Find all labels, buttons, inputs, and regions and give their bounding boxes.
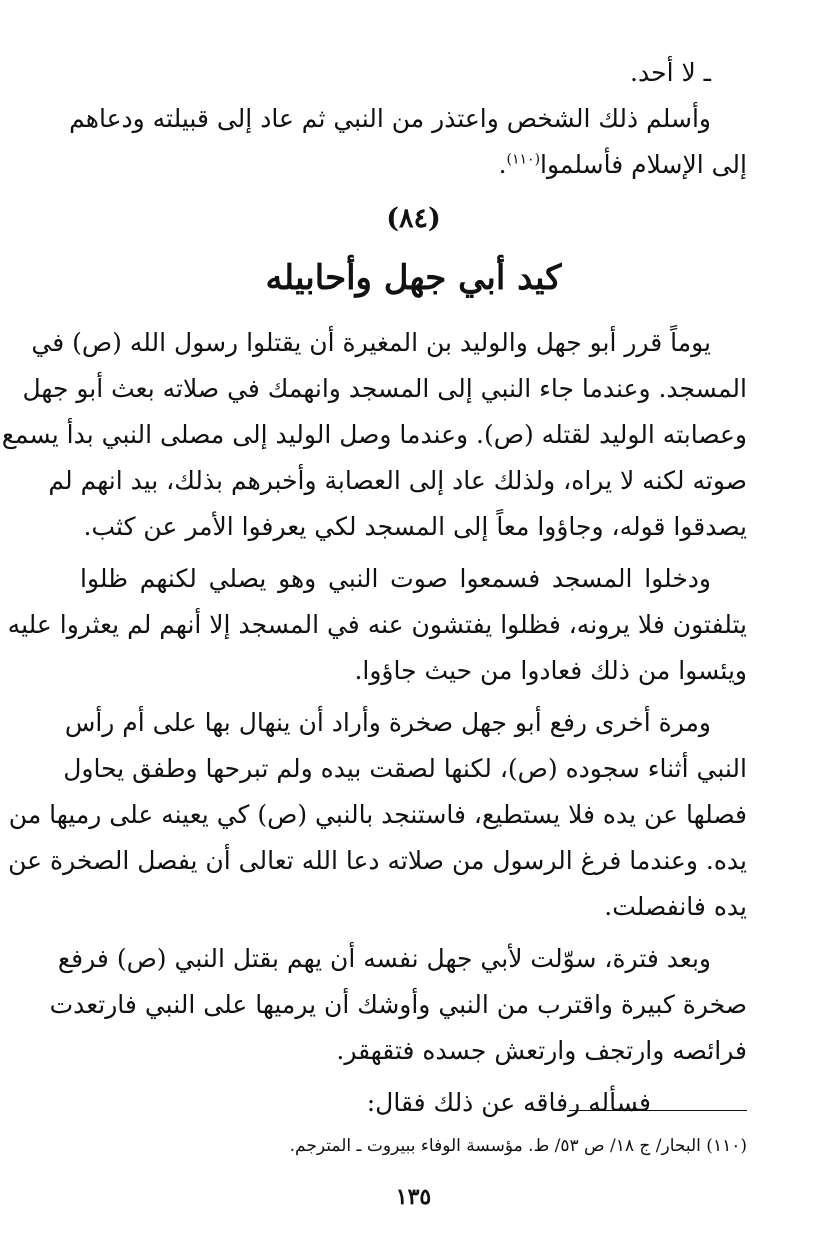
section-number: (٨٤) xyxy=(386,203,441,234)
footnote-text: (١١٠) البحار/ ج ١٨/ ص ٥٣/ ط. مؤسسة الوفاء ببيروت ـ المترجم. xyxy=(289,1136,747,1156)
paragraph-line: وعصابته الوليد لقتله (ص). وعندما وصل الوليد إلى مصلى النبي بدأ يسمع xyxy=(1,420,747,449)
paragraph-line: ودخلوا المسجد فسمعوا صوت النبي وهو يصلي لكنهم ظلوا xyxy=(80,564,711,593)
paragraph-line: ومرة أخرى رفع أبو جهل صخرة وأراد أن ينهال بها على أم رأس xyxy=(64,708,711,737)
paragraph-line: فرائصه وارتجف وارتعش جسده فتقهقر. xyxy=(336,1036,747,1065)
footnote-separator xyxy=(569,1110,747,1111)
paragraph-3 xyxy=(8,700,747,930)
paragraph-line: يده. وعندما فرغ الرسول من صلاته دعا الله تعالى أن يفصل الصخرة عن xyxy=(8,846,747,875)
intro-line: وأسلم ذلك الشخص واعتذر من النبي ثم عاد إلى قبيلته ودعاهم xyxy=(69,104,711,133)
page-number: ١٣٥ xyxy=(395,1184,432,1210)
paragraph-line: يتلفتون فلا يرونه، فظلوا يفتشون عنه في المسجد إلا أنهم لم يعثروا عليه xyxy=(7,610,747,639)
paragraph-4 xyxy=(49,936,747,1074)
paragraph-line: وبعد فترة، سوّلت لأبي جهل نفسه أن يهم بقتل النبي (ص) فرفع xyxy=(57,944,711,973)
paragraph-line: فصلها عن يده فلا يستطيع، فاستنجد بالنبي (ص) كي يعينه على رميها من xyxy=(8,800,747,829)
paragraph-line: النبي أثناء سجوده (ص)، لكنها لصقت بيده ولم تبرحها وطفق يحاول xyxy=(63,754,747,783)
paragraph-line: يصدقوا قوله، وجاؤوا معاً إلى المسجد لكي يعرفوا الأمر عن كثب. xyxy=(83,512,747,541)
paragraph-line: ويئسوا من ذلك فعادوا من حيث جاؤوا. xyxy=(354,656,747,685)
dialogue-line: ـ لا أحد. xyxy=(630,58,711,87)
paragraph-2 xyxy=(7,556,747,694)
sentence-period: . xyxy=(498,150,507,179)
paragraph-line: المسجد. وعندما جاء النبي إلى المسجد وانهمك في صلاته بعث أبو جهل xyxy=(22,374,747,403)
intro-line-text: إلى الإسلام فأسلموا xyxy=(540,150,747,179)
paragraph-line: صوته لكنه لا يراه، ولذلك عاد إلى العصابة وأخبرهم بذلك، بيد انهم لم xyxy=(48,466,747,495)
paragraph-1 xyxy=(1,320,747,550)
intro-line-end xyxy=(80,142,747,188)
paragraph-line: يوماً قرر أبو جهل والوليد بن المغيرة أن يقتلوا رسول الله (ص) في xyxy=(31,328,711,357)
paragraph-line: صخرة كبيرة واقترب من النبي وأوشك أن يرميها على النبي فارتعدت xyxy=(49,990,747,1019)
closing-line: فسأله رفاقه عن ذلك فقال: xyxy=(366,1088,651,1117)
section-title: كيد أبي جهل وأحابيله xyxy=(265,258,562,298)
footnote-reference: (١١٠) xyxy=(506,151,541,168)
paragraph-line: يده فانفصلت. xyxy=(604,892,747,921)
